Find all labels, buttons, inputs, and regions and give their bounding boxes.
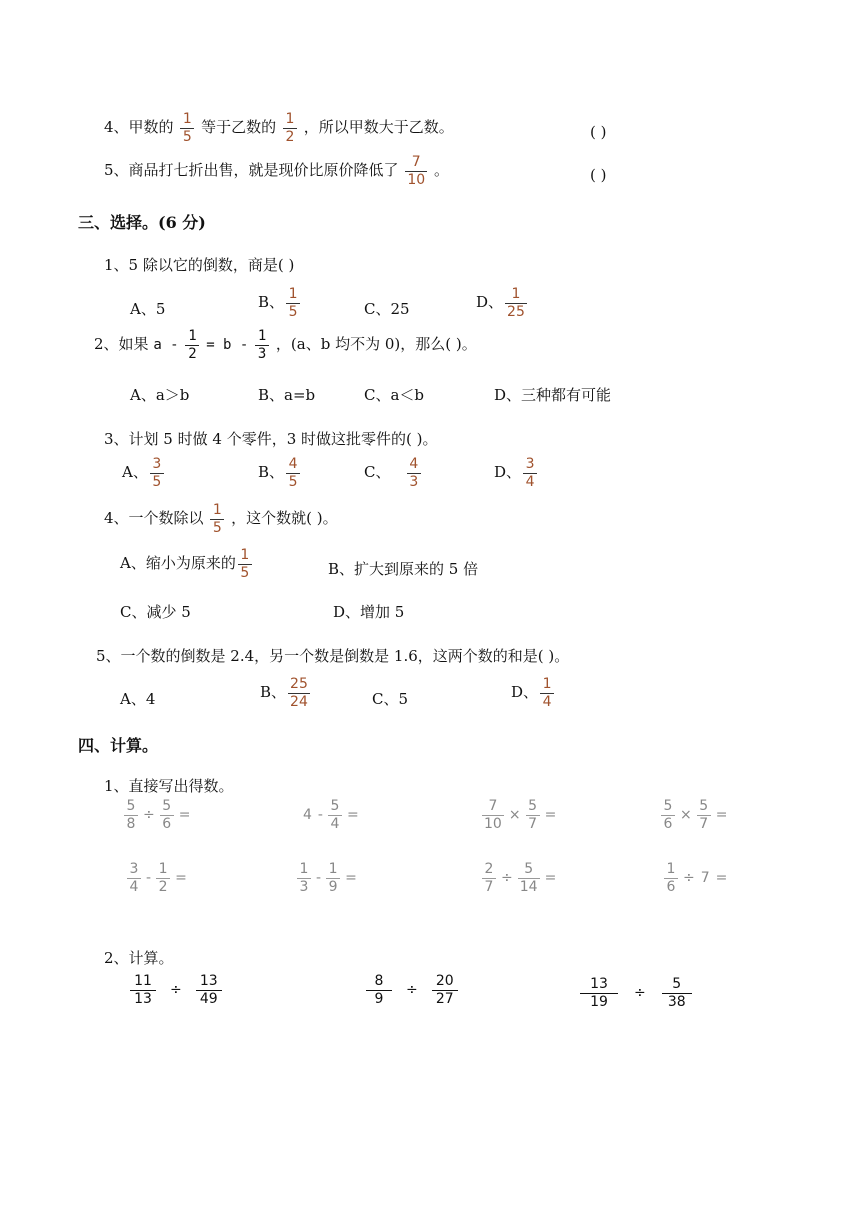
fraction: $\frac{8}{9}$	[366, 974, 392, 1006]
fraction: $\frac{2}{7}$	[482, 862, 496, 894]
mental-math-item	[125, 862, 190, 894]
option-d[interactable]	[511, 677, 556, 709]
q-text: ，这个数就( )。	[231, 509, 338, 527]
calc-item	[364, 974, 460, 1006]
calc-item	[128, 974, 224, 1006]
fraction: $\frac{11}{13}$	[130, 974, 156, 1006]
fraction: $\frac{5}{8}$	[124, 799, 138, 831]
option-label: B、	[260, 683, 287, 701]
fraction: $\frac{1}{5}$	[286, 287, 300, 319]
fraction: $\frac{13}{19}$	[580, 977, 618, 1009]
number: 7	[700, 870, 710, 886]
fraction: $\frac{1}{25}$	[507, 286, 525, 320]
q-text: 5、商品打七折出售，就是现价比原价降低了	[104, 161, 399, 179]
fraction: $\frac{5}{6}$	[661, 799, 675, 831]
q-text: 4、一个数除以	[104, 509, 204, 527]
operator: -	[317, 807, 323, 823]
equals: =	[715, 870, 728, 886]
operator: ×	[508, 807, 521, 823]
fraction: $\frac{4}{3}$	[407, 457, 421, 489]
choice-question-2	[94, 329, 477, 361]
option-d[interactable]	[494, 457, 539, 489]
mental-math-item	[122, 799, 193, 831]
fraction: $\frac{1}{2}$	[185, 329, 199, 361]
equals: =	[178, 807, 191, 823]
option-d[interactable]: D、三种都有可能	[494, 386, 612, 404]
fraction: $\frac{3}{5}$	[150, 457, 164, 489]
mental-math-item	[659, 799, 730, 831]
mental-math-item	[295, 862, 360, 894]
fraction: $\frac{1}{5}$	[180, 112, 194, 144]
equals: =	[544, 870, 557, 886]
option-b[interactable]	[258, 457, 302, 489]
option-b[interactable]: B、a=b	[258, 386, 316, 404]
operator: ÷	[406, 982, 418, 998]
q-text: ，所以甲数大于乙数。	[303, 118, 454, 136]
fraction: $\frac{1}{3}$	[255, 329, 269, 361]
fraction: $\frac{1}{6}$	[664, 862, 678, 894]
equals: =	[345, 870, 357, 886]
operator: -	[316, 870, 322, 886]
fraction: $\frac{5}{14}$	[519, 861, 538, 895]
q-text: 等于乙数的	[201, 118, 277, 136]
q-text: ，(a、b 均不为 0)，那么( )。	[275, 335, 477, 353]
fraction: $\frac{7}{10}$	[484, 798, 502, 832]
fraction: $\frac{5}{7}$	[526, 799, 540, 831]
mental-math-item	[480, 799, 559, 831]
option-label: B、	[258, 293, 285, 311]
choice-question-3: 3、计划 5 时做 4 个零件，3 时做这批零件的( )。	[104, 430, 438, 448]
operator: ÷	[683, 870, 695, 886]
operator: ×	[680, 807, 692, 823]
option-label: C、	[364, 463, 391, 481]
sub-heading: 1、直接写出得数。	[104, 777, 234, 795]
fraction: $\frac{4}{5}$	[286, 457, 300, 489]
judge-question-4	[104, 112, 454, 144]
option-c[interactable]: C、25	[364, 300, 410, 318]
fraction: $\frac{5}{38}$	[662, 977, 692, 1009]
option-d[interactable]: D、增加 5	[333, 603, 405, 621]
option-c[interactable]: C、a＜b	[364, 386, 425, 404]
q-text: 2、如果	[94, 335, 149, 353]
mental-math-item	[300, 799, 362, 831]
section-heading: 三、选择。(6 分)	[78, 213, 206, 232]
fraction: $\frac{20}{27}$	[432, 974, 458, 1006]
q-text: 。	[433, 161, 449, 179]
option-label: D、	[476, 293, 504, 311]
option-a[interactable]: A、a＞b	[130, 386, 190, 404]
operator: ÷	[143, 807, 155, 823]
fraction: $\frac{1}{2}$	[283, 112, 297, 144]
answer-bracket[interactable]: ( )	[590, 123, 607, 141]
option-a[interactable]	[120, 548, 254, 580]
option-a[interactable]: A、5	[130, 300, 166, 318]
fraction: $\frac{5}{7}$	[697, 799, 711, 831]
operator: ÷	[501, 870, 513, 886]
fraction: $\frac{3}{4}$	[523, 457, 537, 489]
sub-heading: 2、计算。	[104, 949, 174, 967]
q-text: = b -	[206, 337, 249, 353]
operator: ÷	[170, 982, 182, 998]
calc-item	[578, 977, 694, 1009]
judge-question-5	[104, 155, 449, 187]
option-b[interactable]	[258, 287, 302, 319]
section-heading: 四、计算。	[78, 736, 159, 755]
choice-question-1: 1、5 除以它的倒数，商是( )	[104, 256, 295, 274]
choice-question-5: 5、一个数的倒数是 2.4，另一个数是倒数是 1.6，这两个数的和是( )。	[96, 647, 570, 665]
choice-question-4	[104, 503, 338, 535]
mental-math-item	[480, 862, 559, 894]
option-c[interactable]: C、5	[372, 690, 409, 708]
q-text: 4、甲数的	[104, 118, 174, 136]
option-label: A、缩小为原来的	[120, 554, 236, 572]
q-text: a -	[153, 337, 179, 353]
equals: =	[544, 807, 557, 823]
fraction: $\frac{7}{10}$	[407, 154, 426, 188]
mental-math-item	[662, 862, 730, 894]
equals: =	[175, 870, 187, 886]
option-d[interactable]	[476, 287, 529, 319]
fraction: $\frac{1}{9}$	[326, 862, 340, 894]
equals: =	[715, 807, 728, 823]
fraction: $\frac{5}{6}$	[160, 799, 174, 831]
operator: ÷	[634, 985, 646, 1001]
fraction: $\frac{1}{5}$	[210, 503, 224, 535]
fraction: $\frac{1}{2}$	[156, 862, 170, 894]
option-c[interactable]: C、减少 5	[120, 603, 191, 621]
option-c[interactable]	[364, 457, 423, 489]
number: 4	[303, 807, 312, 823]
fraction: $\frac{1}{5}$	[238, 548, 252, 580]
fraction: $\frac{25}{24}$	[290, 676, 308, 710]
option-label: A、	[122, 463, 148, 481]
fraction: $\frac{5}{4}$	[328, 799, 342, 831]
fraction: $\frac{13}{49}$	[196, 974, 222, 1006]
option-label: D、	[511, 683, 539, 701]
option-label: D、	[494, 463, 522, 481]
fraction: $\frac{3}{4}$	[127, 862, 141, 894]
option-a[interactable]: A、4	[120, 690, 156, 708]
operator: -	[146, 870, 152, 886]
fraction: $\frac{1}{3}$	[297, 862, 311, 894]
option-b[interactable]: B、扩大到原来的 5 倍	[328, 560, 479, 578]
option-b[interactable]	[260, 677, 312, 709]
option-a[interactable]	[122, 457, 166, 489]
fraction: $\frac{1}{4}$	[540, 677, 554, 709]
equals: =	[346, 807, 359, 823]
option-label: B、	[258, 463, 285, 481]
answer-bracket[interactable]: ( )	[590, 166, 607, 184]
